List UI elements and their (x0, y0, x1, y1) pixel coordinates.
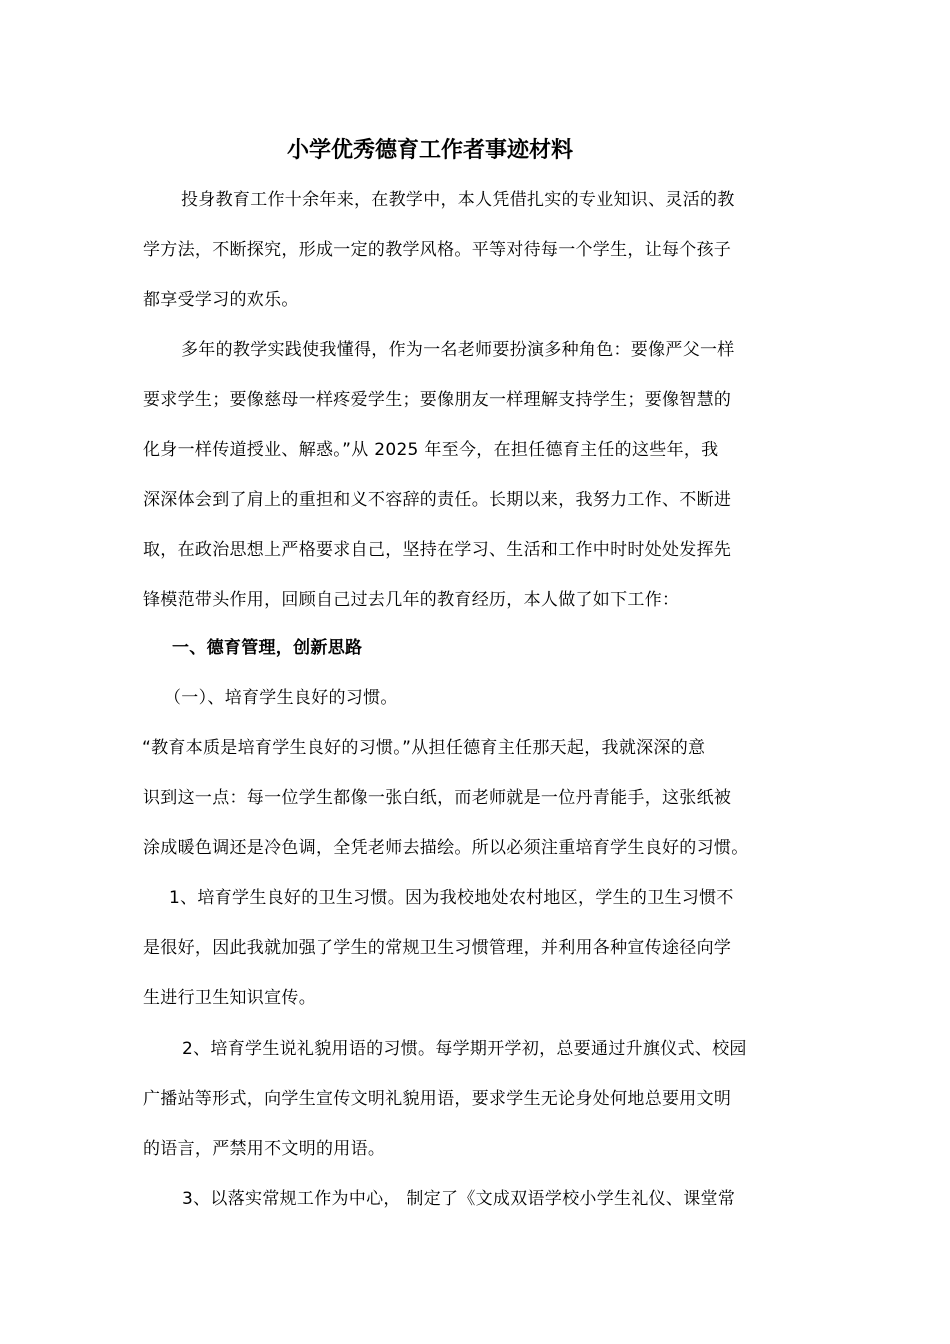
paragraph-line: 取，在政治思想上严格要求自己，坚持在学习、生活和工作中时时处处发挥先 (143, 540, 732, 560)
paragraph-line: 深深体会到了肩上的重担和义不容辞的责任。长期以来，我努力工作、不断进 (143, 490, 732, 510)
paragraph-line: 多年的教学实践使我懂得，作为一名老师要扮演多种角色：要像严父一样 (181, 340, 735, 360)
paragraph-line: 投身教育工作十余年来，在教学中，本人凭借扎实的专业知识、灵活的教 (181, 190, 735, 210)
paragraph-line: “教育本质是培育学生良好的习惯。”从担任德育主任那天起，我就深深的意 (142, 738, 706, 758)
paragraph-line: 要求学生；要像慈母一样疼爱学生；要像朋友一样理解支持学生；要像智慧的 (143, 390, 732, 410)
paragraph-line: 生进行卫生知识宣传。 (143, 988, 316, 1008)
paragraph-line: 都享受学习的欢乐。 (143, 290, 299, 310)
subsection-heading: （一）、培育学生良好的习惯。 (164, 688, 398, 708)
list-item-line: 2、培育学生说礼貌用语的习惯。每学期开学初，总要通过升旗仪式、校园 (182, 1039, 747, 1059)
paragraph-line: 学方法，不断探究，形成一定的教学风格。平等对待每一个学生，让每个孩子 (143, 240, 732, 260)
paragraph-line: 是很好，因此我就加强了学生的常规卫生习惯管理，并利用各种宣传途径向学 (143, 938, 732, 958)
list-item-line: 3、以落实常规工作为中心， 制定了《文成双语学校小学生礼仪、课堂常 (182, 1189, 736, 1209)
paragraph-line: 识到这一点：每一位学生都像一张白纸，而老师就是一位丹青能手，这张纸被 (143, 788, 732, 808)
paragraph-line: 化身一样传道授业、解惑。”从 2025 年至今，在担任德育主任的这些年，我 (143, 440, 719, 460)
paragraph-line: 广播站等形式，向学生宣传文明礼貌用语，要求学生无论身处何地总要用文明 (143, 1089, 732, 1109)
list-item-line: 1、培育学生良好的卫生习惯。因为我校地处农村地区，学生的卫生习惯不 (169, 888, 734, 908)
section-heading: 一、德育管理，创新思路 (172, 638, 363, 658)
paragraph-line: 锋模范带头作用，回顾自己过去几年的教育经历，本人做了如下工作： (143, 590, 680, 610)
paragraph-line: 的语言，严禁用不文明的用语。 (143, 1139, 386, 1159)
document-title: 小学优秀德育工作者事迹材料 (286, 138, 573, 163)
paragraph-line: 涂成暖色调还是冷色调，全凭老师去描绘。所以必须注重培育学生良好的习惯。 (143, 838, 749, 858)
